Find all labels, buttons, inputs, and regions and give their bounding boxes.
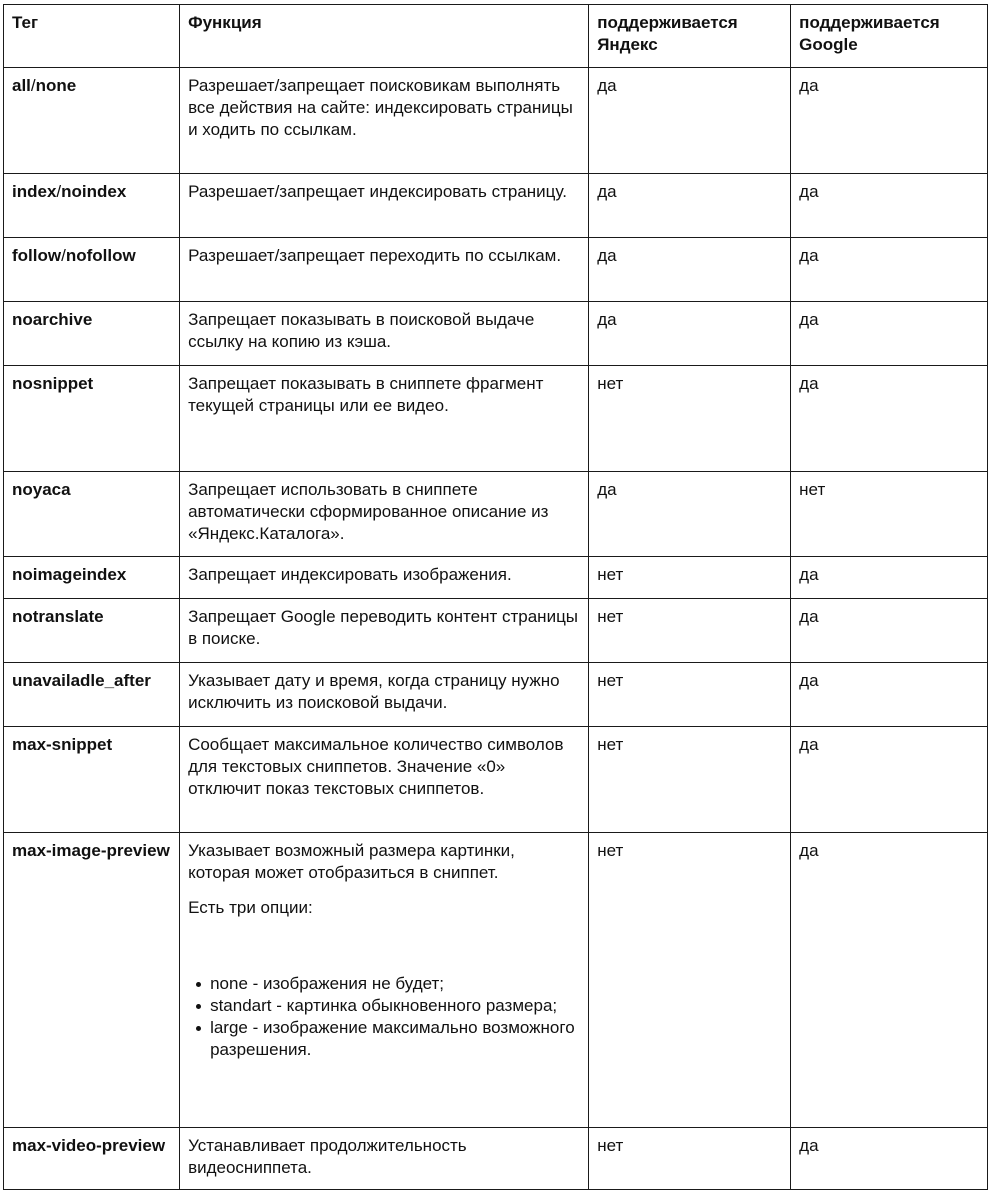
function-cell: Указывает дату и время, когда страницу нужно исключить из поисковой выдачи. <box>180 663 589 727</box>
yandex-cell: нет <box>589 1128 791 1190</box>
tag-name: noindex <box>61 182 127 201</box>
header-yandex: поддерживается Яндекс <box>589 5 791 68</box>
header-row <box>4 5 988 68</box>
function-cell: Запрещает Google переводить контент страницы в поиске. <box>180 599 589 663</box>
table-row <box>4 68 988 174</box>
table-row <box>4 366 988 472</box>
list-item: large - изображение максимально возможного разрешения. <box>210 1017 580 1061</box>
header-function: Функция <box>180 5 589 68</box>
list-item: none - изображения не будет; <box>210 973 580 995</box>
google-cell: да <box>791 174 988 238</box>
tag-cell: max-image-preview <box>4 833 180 1128</box>
tag-name: follow <box>12 246 62 265</box>
tag-name: nofollow <box>65 246 136 265</box>
google-cell: да <box>791 302 988 366</box>
table-row <box>4 174 988 238</box>
table-row <box>4 727 988 833</box>
yandex-cell: да <box>589 68 791 174</box>
tag-separator: / <box>30 76 36 95</box>
google-cell: да <box>791 238 988 302</box>
table-row <box>4 238 988 302</box>
options-intro: Есть три опции: <box>188 898 313 917</box>
function-cell: Запрещает индексировать изображения. <box>180 557 589 599</box>
tag-cell <box>4 174 180 238</box>
google-cell: нет <box>791 472 988 557</box>
list-item: standart - картинка обыкновенного размера; <box>210 995 580 1017</box>
yandex-cell: да <box>589 472 791 557</box>
table-row <box>4 557 988 599</box>
tag-cell: notranslate <box>4 599 180 663</box>
header-google: поддерживается Google <box>791 5 988 68</box>
table-row <box>4 302 988 366</box>
robots-meta-tags-table <box>3 4 988 1190</box>
function-cell: Разрешает/запрещает индексировать страницу. <box>180 174 589 238</box>
function-cell <box>180 833 589 1128</box>
tag-cell: unavailadle_after <box>4 663 180 727</box>
tag-cell: noimageindex <box>4 557 180 599</box>
function-cell: Запрещает использовать в сниппете автоматически сформированное описание из «Яндекс.Каталога». <box>180 472 589 557</box>
function-cell: Разрешает/запрещает переходить по ссылкам. <box>180 238 589 302</box>
google-cell: да <box>791 833 988 1128</box>
tag-name: all <box>12 76 31 95</box>
table-row <box>4 599 988 663</box>
tag-cell: max-video-preview <box>4 1128 180 1190</box>
header-tag: Тег <box>4 5 180 68</box>
table-row <box>4 472 988 557</box>
yandex-cell: нет <box>589 833 791 1128</box>
tag-cell: noarchive <box>4 302 180 366</box>
table-row <box>4 1128 988 1190</box>
google-cell: да <box>791 366 988 472</box>
options-list <box>188 973 580 1061</box>
yandex-cell: нет <box>589 557 791 599</box>
yandex-cell: нет <box>589 599 791 663</box>
tag-cell: nosnippet <box>4 366 180 472</box>
yandex-cell: нет <box>589 366 791 472</box>
tag-cell <box>4 238 180 302</box>
table-row <box>4 833 988 1128</box>
function-cell: Запрещает показывать в сниппете фрагмент текущей страницы или ее видео. <box>180 366 589 472</box>
table-row <box>4 663 988 727</box>
function-text: Указывает возможный размера картинки, которая может отобразиться в сниппет. <box>188 841 515 882</box>
google-cell: да <box>791 68 988 174</box>
function-cell: Запрещает показывать в поисковой выдаче ссылку на копию из кэша. <box>180 302 589 366</box>
yandex-cell: да <box>589 238 791 302</box>
yandex-cell: нет <box>589 663 791 727</box>
google-cell: да <box>791 663 988 727</box>
tag-name: none <box>35 76 77 95</box>
yandex-cell: нет <box>589 727 791 833</box>
tag-name: index <box>12 182 57 201</box>
tag-cell: noyaca <box>4 472 180 557</box>
function-cell: Устанавливает продолжительность видеосниппета. <box>180 1128 589 1190</box>
yandex-cell: да <box>589 174 791 238</box>
function-cell: Сообщает максимальное количество символов для текстовых сниппетов. Значение «0» отключит показ текстовых сниппетов. <box>180 727 589 833</box>
function-cell: Разрешает/запрещает поисковикам выполнять все действия на сайте: индексировать страницы и ходить по ссылкам. <box>180 68 589 174</box>
google-cell: да <box>791 557 988 599</box>
google-cell: да <box>791 1128 988 1190</box>
google-cell: да <box>791 727 988 833</box>
google-cell: да <box>791 599 988 663</box>
tag-separator: / <box>61 246 66 265</box>
tag-separator: / <box>56 182 62 201</box>
tag-cell: max-snippet <box>4 727 180 833</box>
tag-cell <box>4 68 180 174</box>
yandex-cell: да <box>589 302 791 366</box>
